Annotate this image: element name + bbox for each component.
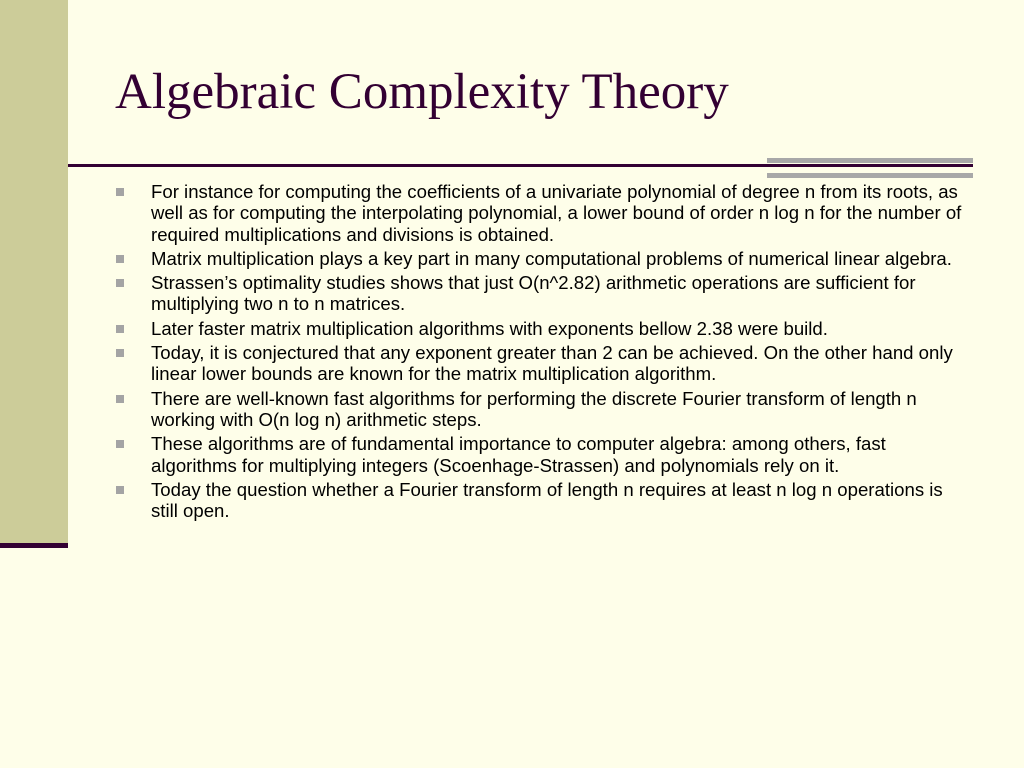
bullet-list [114, 181, 964, 524]
square-bullet-icon [116, 486, 124, 494]
left-band-underline [0, 543, 68, 548]
bullet-item [114, 342, 964, 385]
bullet-text: Later faster matrix multiplication algorithms with exponents bellow 2.38 were build. [151, 317, 828, 339]
bullet-item [114, 479, 964, 522]
square-bullet-icon [116, 188, 124, 196]
square-bullet-icon [116, 440, 124, 448]
bullet-item [114, 272, 964, 315]
bullet-text: These algorithms are of fundamental importance to computer algebra: among others, fast algorithms for multiplying integers (Scoenhage-Strassen) and polynomials rely on it. [151, 433, 886, 476]
left-accent-band [0, 0, 68, 545]
bullet-text: For instance for computing the coefficients of a univariate polynomial of degree n from its roots, as well as for computing the interpolating polynomial, a lower bound of order n log n for the number of required multiplications and divisions is obtained. [151, 181, 962, 245]
accent-bar-top [767, 158, 973, 163]
title-divider [68, 164, 973, 167]
bullet-item [114, 181, 964, 245]
bullet-item [114, 388, 964, 431]
square-bullet-icon [116, 349, 124, 357]
bullet-text: There are well-known fast algorithms for performing the discrete Fourier transform of length n working with O(n log n) arithmetic steps. [151, 387, 917, 430]
bullet-text: Matrix multiplication plays a key part in many computational problems of numerical linear algebra. [151, 247, 952, 269]
bullet-text: Today the question whether a Fourier transform of length n requires at least n log n operations is still open. [151, 478, 943, 522]
square-bullet-icon [116, 395, 124, 403]
bullet-item [114, 318, 964, 339]
bullet-text: Today, it is conjectured that any exponent greater than 2 can be achieved. On the other hand only linear lower bounds are known for the matrix multiplication algorithm. [151, 342, 953, 385]
accent-bar-bottom [767, 173, 973, 178]
bullet-item [114, 433, 964, 476]
bullet-item [114, 248, 964, 269]
slide-title: Algebraic Complexity Theory [115, 64, 729, 120]
bullet-text: Strassen’s optimality studies shows that just O(n^2.82) arithmetic operations are sufficient for multiplying two n to n matrices. [151, 272, 916, 315]
square-bullet-icon [116, 325, 124, 333]
square-bullet-icon [116, 279, 124, 287]
square-bullet-icon [116, 255, 124, 263]
